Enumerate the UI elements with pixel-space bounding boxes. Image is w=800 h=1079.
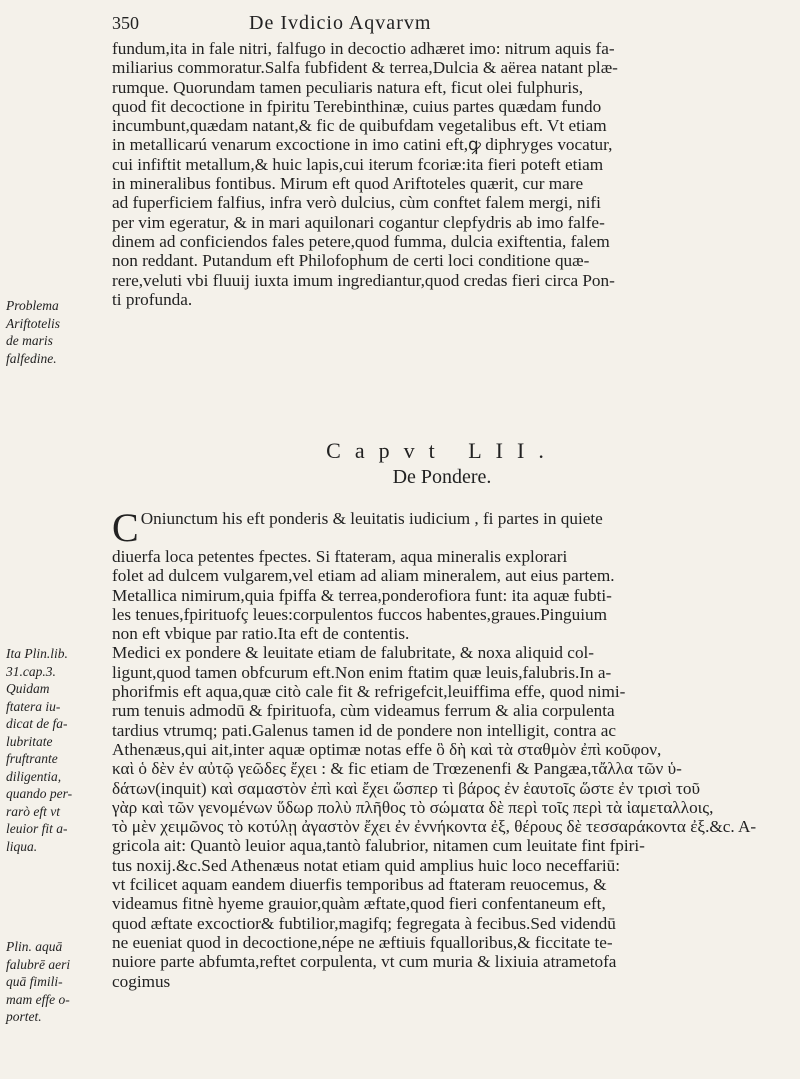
text-line: ne eueniat quod in decoctione,népe ne æftiuis fqualloribus,& ficcitate te- [112, 932, 613, 952]
margin-line: mam effe o- [6, 991, 70, 1007]
text-line-content: Oniunctum his eft ponderis & leuitatis iudicium , fi partes in quiete [140, 509, 603, 528]
margin-line: dicat de fa- [6, 716, 68, 731]
text-line: les tenues,fpirituofç leues:corpulentos fuccos habentes,graues.Pinguium [112, 604, 607, 624]
text-line: vt fcilicet aquam eandem diuerfis temporibus ad ftateram reuocemus, & [112, 875, 607, 895]
text-line: γὰρ καὶ τῶν γενομένων ὕδωρ πολὺ πλῆθος τὸ σώματα δὲ περὶ τοῖς περὶ τὰ ἰαμεταλλοις, [112, 797, 714, 817]
chapter-title: Capvt LII. [326, 438, 558, 463]
text-line: Athenæus,qui ait,inter aquæ optimæ notas effe ὃ δὴ καὶ τὰ σταθμὸν ἐπὶ κοῦφον, [112, 739, 662, 759]
text-line [112, 509, 772, 547]
body-text-bottom [112, 509, 772, 991]
text-line: incumbunt,quædam natant,& fic de quibufdam vegetalibus eft. Vt etiam [112, 116, 607, 136]
text-line: gricola ait: Quantò leuior aqua,tantò falubrior, nitamen cum leuitate fint fpiri- [112, 836, 645, 856]
text-line: tus noxij.&c.Sed Athenæus notat etiam quid amplius huic loco neceffariū: [112, 855, 621, 875]
text-line: per vim egeratur, & in mari aquilonari cogantur clepfydris ab imo falfe- [112, 212, 605, 232]
text-line: dinem ad conficiendos fales petere,quod fumma, dulcia exiftentia, falem [112, 231, 610, 251]
text-line: miliarius commoratur.Salfa fubfident & terrea,Dulcia & aërea natant plæ- [112, 58, 618, 78]
text-line: rere,veluti vbi fluuij iuxta imum ingrediantur,quod credas fieri circa Pon- [112, 270, 615, 290]
text-line: in mineralibus fontibus. Mirum eft quod Ariftoteles quærit, cur mare [112, 174, 584, 194]
margin-line: falubrē aeri [6, 956, 71, 972]
margin-line: fruftrante [6, 751, 58, 766]
margin-line: Plin. aquā [6, 939, 63, 954]
margin-line: Ariftotelis [6, 315, 60, 331]
running-header [112, 12, 772, 38]
margin-line: portet. [6, 1009, 42, 1024]
margin-note-plinius [6, 645, 104, 855]
margin-note-aristotle [6, 297, 104, 367]
text-line: τὸ μὲν χειμῶνος τὸ κοτύλῃ ἀγαστὸν ἔχει ἐν ἐννήκοντα ἐξ, θέρους δὲ τεσσαράκοντα ἐξ.&c. A- [112, 817, 757, 837]
text-line: ligunt,quod tamen obfcurum eft.Non enim ftatim quæ leuis,falubris.In a- [112, 662, 612, 682]
drop-cap: C [112, 509, 139, 547]
text-line: nuiore parte abfumta,reftet corpulenta, vt cum muria & lixiuia atrametofa [112, 952, 617, 972]
margin-line: Quidam [6, 681, 50, 696]
margin-line: lubritate [6, 733, 53, 749]
text-line: quod æftate excoctior& fubtilior,magifq; fegregata à fecibus.Sed videndū [112, 913, 616, 933]
text-line: Metallica nimirum,quia fpiffa & terrea,ponderofiora funt: ita aquæ fubti- [112, 585, 612, 605]
body-text-top [112, 39, 772, 309]
running-title: De Ivdicio Aqvarvm [249, 12, 432, 34]
margin-line: 31.cap.3. [6, 663, 56, 679]
page-number: 350 [112, 13, 139, 33]
text-line: Medici ex pondere & leuitate etiam de falubritate, & noxa aliquid col- [112, 643, 595, 663]
text-line: phorifmis eft aqua,quæ citò cale fit & refrigefcit,leuiffima effe, quod nimi- [112, 682, 626, 702]
text-line: ti profunda. [112, 289, 193, 309]
text-line: δάτων(inquit) καὶ σαμαστὸν ἐπὶ καὶ ἔχει ὥσπερ τὶ βάρος ἐν ἑαυτοῖς ὥστε ἐν τρισὶ τοῦ [112, 778, 700, 798]
margin-line: falfedine. [6, 350, 57, 366]
margin-line: Problema [6, 298, 59, 313]
text-line: videamus fitnè hyeme grauior,quàm æftate,quod fieri confentaneum eft, [112, 894, 606, 914]
margin-line: ftatera iu- [6, 698, 61, 714]
text-line: rumque. Quorundam tamen peculiaris natura eft, ficut olei fulphuris, [112, 77, 584, 97]
margin-line: quando per- [6, 786, 73, 801]
margin-line: quā fimili- [6, 974, 63, 989]
text-line: diuerfa loca petentes fpectes. Si ftateram, aqua mineralis explorari [112, 547, 568, 566]
margin-line: liqua. [6, 838, 38, 854]
text-line: in metallicarú venarum excoctione in imo catini eft,ꝙ diphryges vocatur, [112, 135, 613, 155]
text-line: quod fit decoctione in fpiritu Terebinthinæ, cuius partes quædam fundo [112, 96, 602, 116]
text-line: folet ad dulcem vulgarem,vel etiam ad aliam mineralem, aut eius partem. [112, 566, 615, 586]
margin-line: de maris [6, 333, 53, 348]
text-line: cogimus [112, 971, 171, 991]
text-line: non reddant. Putandum eft Philofophum de certi loci conditione quæ- [112, 251, 590, 271]
margin-line: Ita Plin.lib. [6, 646, 68, 661]
text-line: cui infiftit metallum,& huic lapis,cui iterum fcoriæ:ita fieri poteft etiam [112, 154, 604, 174]
margin-line: rarò eft vt [6, 803, 60, 819]
margin-note-salubre [6, 938, 104, 1026]
text-line: καὶ ὁ δὲν ἐν αὐτῷ γεῶδες ἔχει : & fic etiam de Trœzenenfi & Pangæa,τἄλλα τῶν ὑ- [112, 759, 682, 779]
margin-line: leuior fit a- [6, 821, 68, 836]
margin-line: diligentia, [6, 768, 62, 784]
text-line: tardius vtrumq; pati.Galenus tamen id de pondere non intelligit, contra ac [112, 720, 617, 740]
text-line: rum tenuis admodū & fpirituofa, cùm videamus ferrum & alia corpulenta [112, 701, 615, 721]
text-line: ad fuperficiem falfius, infra verò dulcius, cùm conftet falem mergi, nifi [112, 193, 601, 213]
text-line: non eft vbique par ratio.Ita eft de contentis. [112, 624, 410, 644]
chapter-subtitle: De Pondere. [392, 466, 492, 488]
text-line: fundum,ita in fale nitri, falfugo in decoctio adhæret imo: nitrum aquis fa- [112, 39, 615, 58]
